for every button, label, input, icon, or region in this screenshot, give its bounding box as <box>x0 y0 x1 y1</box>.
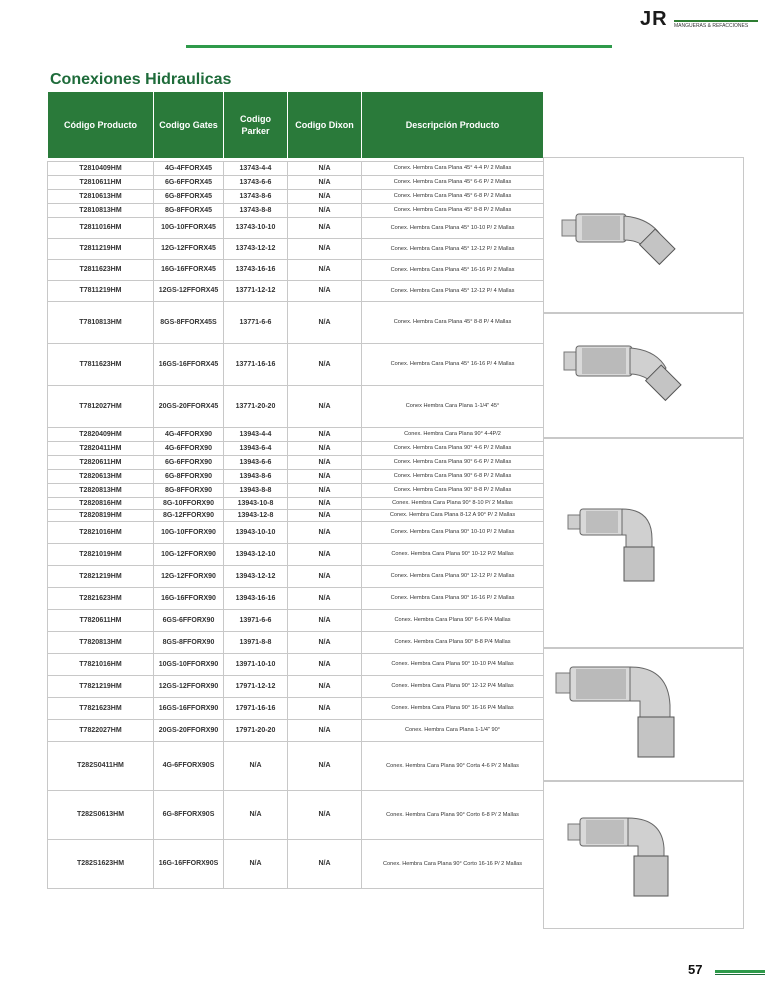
table-row <box>48 428 544 442</box>
cell-codigo-producto: T2820813HM <box>48 484 154 498</box>
cell-descripcion: Conex. Hembra Cara Plana 90° 8-10 P/ 2 Mallas <box>362 498 544 510</box>
cell-codigo-gates: 4G-4FFORX90 <box>154 428 224 442</box>
table-row <box>48 344 544 386</box>
cell-descripcion: Conex. Hembra Cara Plana 90° 4-4P/2 <box>362 428 544 442</box>
cell-codigo-parker: 13943-16-16 <box>224 588 288 610</box>
cell-codigo-producto: T282S0411HM <box>48 742 154 791</box>
cell-codigo-gates: 4G-6FFORX90S <box>154 742 224 791</box>
cell-codigo-gates: 8G-10FFORX90 <box>154 498 224 510</box>
cell-codigo-producto: T2810611HM <box>48 176 154 190</box>
cell-descripcion: Conex. Hembra Cara Plana 8-12 A 90° P/ 2 Mallas <box>362 510 544 522</box>
table-row <box>48 204 544 218</box>
cell-codigo-dixon: N/A <box>288 484 362 498</box>
product-table <box>47 91 544 889</box>
cell-codigo-parker: 13743-8-8 <box>224 204 288 218</box>
cell-codigo-producto: T2820411HM <box>48 442 154 456</box>
brand-logo: JR <box>640 8 668 30</box>
page-number: 57 <box>688 962 703 977</box>
cell-codigo-parker: 17971-20-20 <box>224 720 288 742</box>
cell-codigo-gates: 12GS-12FFORX45 <box>154 281 224 302</box>
cell-codigo-dixon: N/A <box>288 610 362 632</box>
cell-codigo-dixon: N/A <box>288 676 362 698</box>
cell-codigo-gates: 20GS-20FFORX45 <box>154 386 224 428</box>
cell-codigo-gates: 6G-8FFORX90S <box>154 791 224 840</box>
cell-codigo-producto: T2821016HM <box>48 522 154 544</box>
cell-codigo-parker: 13743-10-10 <box>224 218 288 239</box>
cell-descripcion: Conex. Hembra Cara Plana 45° 16-16 P/ 4 Mallas <box>362 344 544 386</box>
cell-descripcion: Conex. Hembra Cara Plana 90° 8-8 P/4 Mallas <box>362 632 544 654</box>
cell-codigo-parker: 13943-12-8 <box>224 510 288 522</box>
cell-codigo-gates: 12G-12FFORX45 <box>154 239 224 260</box>
cell-codigo-parker: 13943-6-6 <box>224 456 288 470</box>
cell-codigo-dixon: N/A <box>288 498 362 510</box>
table-row <box>48 544 544 566</box>
table-row <box>48 742 544 791</box>
table-row <box>48 522 544 544</box>
cell-codigo-gates: 6G-6FFORX90 <box>154 456 224 470</box>
cell-codigo-producto: T2821019HM <box>48 544 154 566</box>
cell-codigo-producto: T7812027HM <box>48 386 154 428</box>
cell-codigo-dixon: N/A <box>288 544 362 566</box>
cell-codigo-gates: 6G-8FFORX45 <box>154 190 224 204</box>
cell-codigo-parker: 13743-16-16 <box>224 260 288 281</box>
cell-codigo-gates: 8G-12FFORX90 <box>154 510 224 522</box>
cell-codigo-dixon: N/A <box>288 386 362 428</box>
table-row <box>48 484 544 498</box>
header-codigo-dixon: Codigo Dixon <box>288 92 362 159</box>
cell-descripcion: Conex. Hembra Cara Plana 90° Corto 6-8 P/ 2 Mallas <box>362 791 544 840</box>
table-row <box>48 654 544 676</box>
table-row <box>48 281 544 302</box>
product-image-90-corta <box>543 781 744 929</box>
table-row <box>48 498 544 510</box>
cell-codigo-gates: 4G-4FFORX45 <box>154 162 224 176</box>
cell-codigo-gates: 8G-8FFORX90 <box>154 484 224 498</box>
cell-descripcion: Conex. Hembra Cara Plana 90° 6-8 P/ 2 Mallas <box>362 470 544 484</box>
cell-codigo-producto: T2820611HM <box>48 456 154 470</box>
cell-codigo-producto: T2811623HM <box>48 260 154 281</box>
cell-descripcion: Conex. Hembra Cara Plana 45° 8-8 P/ 2 Mallas <box>362 204 544 218</box>
cell-codigo-parker: 13943-8-6 <box>224 470 288 484</box>
cell-descripcion: Conex. Hembra Cara Plana 90° 10-10 P/4 Mallas <box>362 654 544 676</box>
cell-descripcion: Conex. Hembra Cara Plana 90° 8-8 P/ 2 Mallas <box>362 484 544 498</box>
cell-codigo-parker: 17971-16-16 <box>224 698 288 720</box>
cell-codigo-parker: 13743-4-4 <box>224 162 288 176</box>
cell-descripcion: Conex. Hembra Cara Plana 90° 12-12 P/4 Mallas <box>362 676 544 698</box>
table-row <box>48 386 544 428</box>
table-row <box>48 720 544 742</box>
header-codigo-parker: Codigo Parker <box>224 92 288 159</box>
cell-descripcion: Conex. Hembra Cara Plana 90° 10-12 P/2 Mallas <box>362 544 544 566</box>
cell-codigo-dixon: N/A <box>288 698 362 720</box>
cell-codigo-gates: 8G-8FFORX45 <box>154 204 224 218</box>
table-row <box>48 176 544 190</box>
cell-descripcion: Conex Hembra Cara Plana 1-1/4" 45° <box>362 386 544 428</box>
cell-codigo-gates: 12G-12FFORX90 <box>154 566 224 588</box>
cell-codigo-dixon: N/A <box>288 840 362 889</box>
cell-codigo-producto: T2811016HM <box>48 218 154 239</box>
footer-rule-thin <box>715 974 765 975</box>
logo-underline <box>674 20 758 22</box>
cell-codigo-dixon: N/A <box>288 281 362 302</box>
cell-codigo-parker: 13743-6-6 <box>224 176 288 190</box>
cell-codigo-dixon: N/A <box>288 162 362 176</box>
cell-codigo-dixon: N/A <box>288 239 362 260</box>
cell-codigo-producto: T282S1623HM <box>48 840 154 889</box>
cell-codigo-parker: 13943-12-12 <box>224 566 288 588</box>
cell-codigo-producto: T2821623HM <box>48 588 154 610</box>
cell-descripcion: Conex. Hembra Cara Plana 90° 6-6 P/4 Mallas <box>362 610 544 632</box>
table-row <box>48 698 544 720</box>
header-codigo-producto: Código Producto <box>48 92 154 159</box>
cell-descripcion: Conex. Hembra Cara Plana 90° 16-16 P/ 2 Mallas <box>362 588 544 610</box>
cell-codigo-dixon: N/A <box>288 566 362 588</box>
fitting-90-icon <box>544 439 743 647</box>
brand-tagline: MANGUERAS & REFACCIONES <box>674 23 749 29</box>
table-row <box>48 510 544 522</box>
cell-descripcion: Conex. Hembra Cara Plana 90° 10-10 P/ 2 Mallas <box>362 522 544 544</box>
footer-rule <box>715 970 765 973</box>
table-row <box>48 190 544 204</box>
cell-codigo-producto: T7820813HM <box>48 632 154 654</box>
cell-codigo-parker: 13943-12-10 <box>224 544 288 566</box>
table-row <box>48 239 544 260</box>
cell-codigo-dixon: N/A <box>288 632 362 654</box>
cell-codigo-gates: 4G-6FFORX90 <box>154 442 224 456</box>
cell-codigo-gates: 16G-16FFORX90S <box>154 840 224 889</box>
cell-codigo-parker: N/A <box>224 791 288 840</box>
cell-codigo-producto: T2821219HM <box>48 566 154 588</box>
cell-codigo-gates: 20GS-20FFORX90 <box>154 720 224 742</box>
cell-descripcion: Conex. Hembra Cara Plana 45° 16-16 P/ 2 Mallas <box>362 260 544 281</box>
cell-codigo-producto: T2811219HM <box>48 239 154 260</box>
table-row <box>48 218 544 239</box>
header-codigo-gates: Codigo Gates <box>154 92 224 159</box>
table-row <box>48 676 544 698</box>
cell-codigo-gates: 16G-16FFORX90 <box>154 588 224 610</box>
cell-codigo-parker: 13971-10-10 <box>224 654 288 676</box>
cell-codigo-parker: 13771-20-20 <box>224 386 288 428</box>
fitting-90-short-icon <box>544 782 743 928</box>
table-row <box>48 302 544 344</box>
cell-codigo-parker: 13971-8-8 <box>224 632 288 654</box>
fitting-45-icon <box>544 158 743 312</box>
product-image-90-2mallas <box>543 438 744 648</box>
cell-codigo-producto: T2820816HM <box>48 498 154 510</box>
table-row <box>48 840 544 889</box>
table-row <box>48 566 544 588</box>
cell-descripcion: Conex. Hembra Cara Plana 45° 8-8 P/ 4 Mallas <box>362 302 544 344</box>
cell-codigo-dixon: N/A <box>288 720 362 742</box>
cell-codigo-producto: T7811623HM <box>48 344 154 386</box>
cell-codigo-dixon: N/A <box>288 510 362 522</box>
cell-codigo-gates: 8GS-8FFORX45S <box>154 302 224 344</box>
cell-descripcion: Conex. Hembra Cara Plana 90° 4-6 P/ 2 Mallas <box>362 442 544 456</box>
cell-codigo-producto: T282S0613HM <box>48 791 154 840</box>
fitting-90-4mallas-icon <box>544 649 743 780</box>
table-row <box>48 260 544 281</box>
cell-codigo-parker: 13943-4-4 <box>224 428 288 442</box>
cell-descripcion: Conex. Hembra Cara Plana 45° 4-4 P/ 2 Mallas <box>362 162 544 176</box>
cell-codigo-gates: 6GS-6FFORX90 <box>154 610 224 632</box>
cell-codigo-parker: 13971-6-6 <box>224 610 288 632</box>
cell-codigo-gates: 10GS-10FFORX90 <box>154 654 224 676</box>
product-image-45-2mallas <box>543 157 744 313</box>
cell-descripcion: Conex. Hembra Cara Plana 90° 12-12 P/ 2 Mallas <box>362 566 544 588</box>
cell-codigo-dixon: N/A <box>288 522 362 544</box>
cell-codigo-gates: 6G-6FFORX45 <box>154 176 224 190</box>
cell-codigo-parker: 13743-12-12 <box>224 239 288 260</box>
cell-codigo-parker: 17971-12-12 <box>224 676 288 698</box>
cell-codigo-gates: 10G-10FFORX90 <box>154 522 224 544</box>
page-title: Conexiones Hidraulicas <box>50 71 232 88</box>
cell-descripcion: Conex. Hembra Cara Plana 45° 6-8 P/ 2 Mallas <box>362 190 544 204</box>
cell-codigo-dixon: N/A <box>288 654 362 676</box>
cell-codigo-parker: 13943-6-4 <box>224 442 288 456</box>
cell-codigo-producto: T7821016HM <box>48 654 154 676</box>
cell-codigo-dixon: N/A <box>288 302 362 344</box>
cell-codigo-gates: 8GS-8FFORX90 <box>154 632 224 654</box>
cell-descripcion: Conex. Hembra Cara Plana 45° 6-6 P/ 2 Mallas <box>362 176 544 190</box>
cell-codigo-parker: 13943-8-8 <box>224 484 288 498</box>
cell-descripcion: Conex. Hembra Cara Plana 90° 6-6 P/ 2 Mallas <box>362 456 544 470</box>
cell-codigo-parker: N/A <box>224 840 288 889</box>
cell-descripcion: Conex. Hembra Cara Plana 45° 12-12 P/ 2 Mallas <box>362 239 544 260</box>
cell-codigo-producto: T7822027HM <box>48 720 154 742</box>
cell-codigo-producto: T2820819HM <box>48 510 154 522</box>
table-row <box>48 442 544 456</box>
cell-codigo-gates: 16G-16FFORX45 <box>154 260 224 281</box>
cell-descripcion: Conex. Hembra Cara Plana 45° 10-10 P/ 2 Mallas <box>362 218 544 239</box>
cell-codigo-dixon: N/A <box>288 260 362 281</box>
cell-codigo-dixon: N/A <box>288 344 362 386</box>
cell-codigo-parker: 13771-6-6 <box>224 302 288 344</box>
cell-codigo-dixon: N/A <box>288 176 362 190</box>
cell-descripcion: Conex. Hembra Cara Plana 1-1/4" 90° <box>362 720 544 742</box>
table-row <box>48 588 544 610</box>
table-row <box>48 470 544 484</box>
cell-codigo-dixon: N/A <box>288 470 362 484</box>
table-row <box>48 456 544 470</box>
table-header-row <box>48 92 544 159</box>
table-body <box>48 159 544 889</box>
cell-codigo-dixon: N/A <box>288 456 362 470</box>
cell-codigo-gates: 16GS-16FFORX90 <box>154 698 224 720</box>
cell-codigo-dixon: N/A <box>288 791 362 840</box>
cell-codigo-parker: N/A <box>224 742 288 791</box>
cell-codigo-gates: 12GS-12FFORX90 <box>154 676 224 698</box>
cell-codigo-producto: T2820613HM <box>48 470 154 484</box>
cell-codigo-parker: 13771-12-12 <box>224 281 288 302</box>
cell-codigo-producto: T7820611HM <box>48 610 154 632</box>
product-image-90-4mallas <box>543 648 744 781</box>
cell-codigo-parker: 13943-10-8 <box>224 498 288 510</box>
cell-codigo-dixon: N/A <box>288 588 362 610</box>
fitting-45-4mallas-icon <box>544 314 743 437</box>
cell-codigo-producto: T2820409HM <box>48 428 154 442</box>
table-row <box>48 610 544 632</box>
cell-codigo-parker: 13771-16-16 <box>224 344 288 386</box>
table-row <box>48 162 544 176</box>
cell-codigo-dixon: N/A <box>288 742 362 791</box>
cell-codigo-gates: 16GS-16FFORX45 <box>154 344 224 386</box>
header-descripcion: Descripción Producto <box>362 92 544 159</box>
cell-descripcion: Conex. Hembra Cara Plana 90° 16-16 P/4 Mallas <box>362 698 544 720</box>
cell-codigo-producto: T7811219HM <box>48 281 154 302</box>
cell-descripcion: Conex. Hembra Cara Plana 90° Corta 4-6 P/ 2 Mallas <box>362 742 544 791</box>
cell-codigo-gates: 10G-12FFORX90 <box>154 544 224 566</box>
cell-codigo-dixon: N/A <box>288 428 362 442</box>
cell-codigo-dixon: N/A <box>288 442 362 456</box>
cell-codigo-dixon: N/A <box>288 204 362 218</box>
cell-codigo-producto: T7821623HM <box>48 698 154 720</box>
cell-codigo-parker: 13943-10-10 <box>224 522 288 544</box>
cell-descripcion: Conex. Hembra Cara Plana 45° 12-12 P/ 4 Mallas <box>362 281 544 302</box>
cell-codigo-parker: 13743-8-6 <box>224 190 288 204</box>
table-row <box>48 791 544 840</box>
product-image-45-4mallas <box>543 313 744 438</box>
cell-codigo-producto: T7810813HM <box>48 302 154 344</box>
header-divider <box>186 45 612 48</box>
table-row <box>48 632 544 654</box>
cell-codigo-producto: T2810613HM <box>48 190 154 204</box>
cell-codigo-producto: T2810409HM <box>48 162 154 176</box>
cell-codigo-gates: 6G-8FFORX90 <box>154 470 224 484</box>
cell-codigo-dixon: N/A <box>288 190 362 204</box>
cell-codigo-gates: 10G-10FFORX45 <box>154 218 224 239</box>
cell-codigo-producto: T2810813HM <box>48 204 154 218</box>
cell-descripcion: Conex. Hembra Cara Plana 90° Corto 16-16 P/ 2 Mallas <box>362 840 544 889</box>
cell-codigo-producto: T7821219HM <box>48 676 154 698</box>
cell-codigo-dixon: N/A <box>288 218 362 239</box>
